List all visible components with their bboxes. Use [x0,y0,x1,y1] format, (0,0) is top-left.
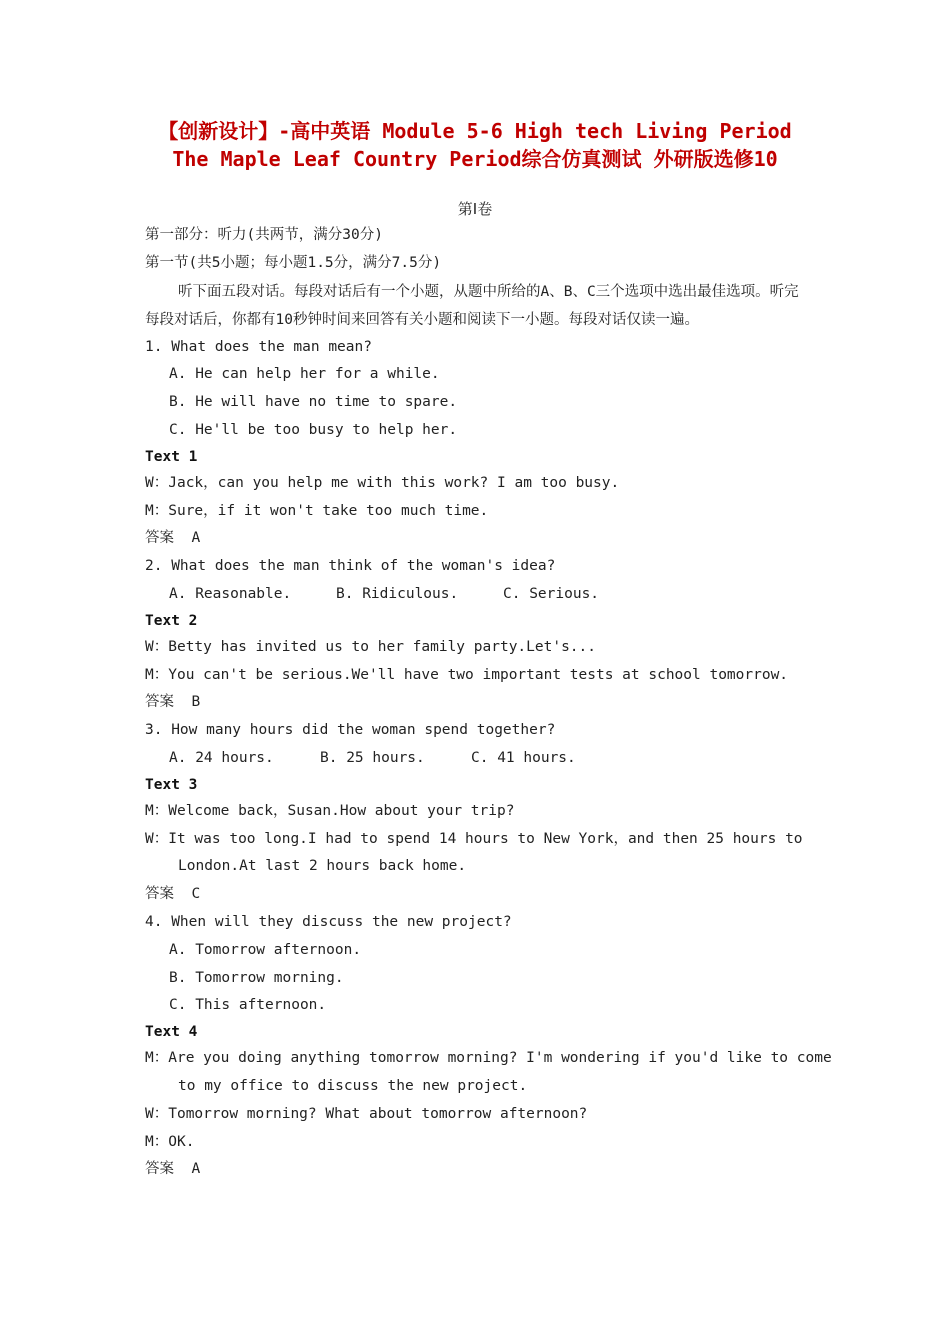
text-3-label: Text 3 [145,776,198,793]
q2-option-a: A. Reasonable. [169,585,292,602]
instructions-paragraph: 听下面五段对话。每段对话后有一个小题，从题中所给的A、B、C三个选项中选出最佳选项。听完每段对话后，你都有10秒钟时间来回答有关小题和阅读下一小题。每段对话仅读一遍。 [145,283,799,328]
document-body [145,222,832,1184]
question-3: 3. How many hours did the woman spend together? [145,722,556,739]
dialogue-line: W：It was too long.I had to spend 14 hours to New York，and then 25 hours to [145,830,803,847]
dialogue-line: W：Jack，can you help me with this work? I am too busy. [145,474,620,491]
subsection-heading: 第一节(共5小题；每小题1.5分，满分7.5分) [145,254,442,271]
q3-option-c: C. 41 hours. [471,749,576,766]
q1-option-c: C. He'll be too busy to help her. [169,421,458,438]
section-heading: 第Ⅰ卷 [457,200,493,218]
answer-value: B [191,694,201,711]
q2-option-b: B. Ridiculous. [336,585,459,602]
q3-options [145,745,810,773]
part-heading: 第一部分：听力(共两节，满分30分) [145,227,383,243]
answer-line [145,525,810,553]
dialogue-line: M：Welcome back，Susan.How about your trip? [145,802,515,819]
answer-line [145,881,810,909]
q2-options [145,581,810,609]
q4-option-a: A. Tomorrow afternoon. [169,941,362,958]
q3-option-a: A. 24 hours. [169,749,274,766]
answer-label: 答案 [145,694,174,711]
dialogue-line: M：OK. [145,1133,195,1150]
answer-value: C [191,886,201,903]
title-line-1: 【创新设计】-高中英语 Module 5-6 High tech Living Period [158,119,792,143]
dialogue-line: W：Tomorrow morning? What about tomorrow afternoon? [145,1105,588,1122]
q2-option-c: C. Serious. [503,585,600,602]
text-2-label: Text 2 [145,612,198,629]
dialogue-line: M：You can't be serious.We'll have two important tests at school tomorrow. [145,666,789,683]
answer-line [145,1156,810,1184]
dialogue-line: W：Betty has invited us to her family party.Let's... [145,638,596,655]
answer-value: A [191,1161,201,1178]
answer-line [145,689,810,717]
question-4: 4. When will they discuss the new project? [145,913,512,930]
answer-value: A [191,530,201,547]
question-2: 2. What does the man think of the woman's idea? [145,558,556,575]
dialogue-line-continued: London.At last 2 hours back home. [178,858,467,875]
q4-option-c: C. This afternoon. [169,997,327,1014]
text-4-label: Text 4 [145,1024,198,1041]
answer-label: 答案 [145,886,174,903]
title-line-2: The Maple Leaf Country Period综合仿真测试 外研版选修10 [172,146,778,171]
text-1-label: Text 1 [145,448,198,465]
q1-option-a: A. He can help her for a while. [169,366,440,383]
q3-option-b: B. 25 hours. [320,749,425,766]
q4-option-b: B. Tomorrow morning. [169,969,344,986]
dialogue-line: M：Sure，if it won't take too much time. [145,502,489,519]
answer-label: 答案 [145,530,174,547]
document-title [120,118,830,174]
dialogue-line: M：Are you doing anything tomorrow morning? I'm wondering if you'd like to come [145,1050,832,1067]
question-1: 1. What does the man mean? [145,338,372,355]
dialogue-line-continued: to my office to discuss the new project. [178,1077,528,1094]
answer-label: 答案 [145,1161,174,1178]
q1-option-b: B. He will have no time to spare. [169,394,458,411]
